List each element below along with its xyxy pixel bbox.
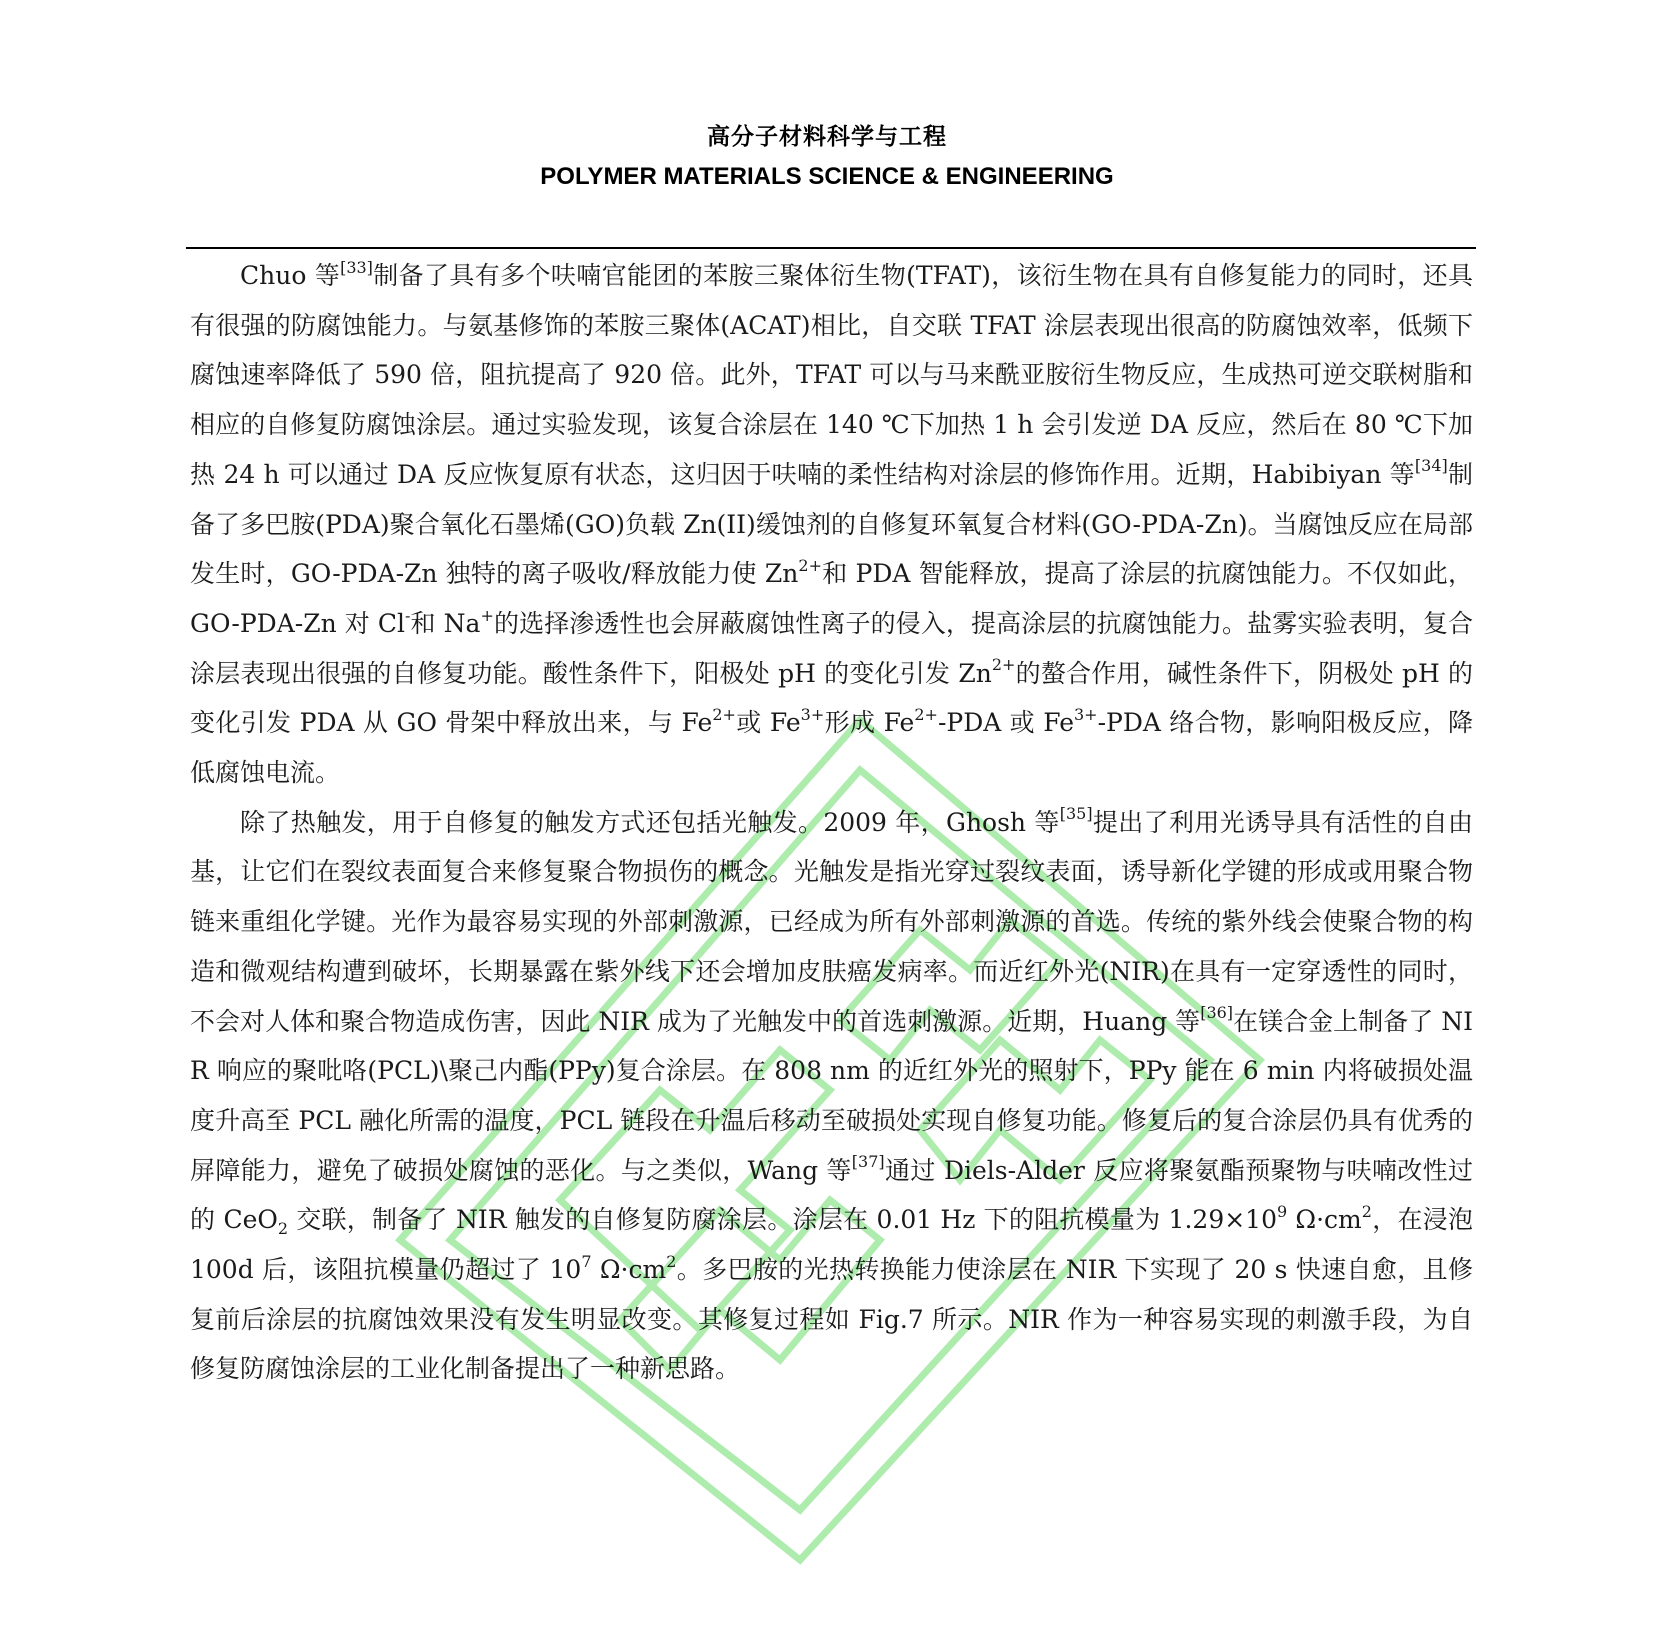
superscript-charge: -: [405, 605, 411, 625]
text-run: -PDA 或 Fe: [937, 708, 1074, 738]
text-run: 形成 Fe: [824, 708, 915, 738]
text-run: 除了热触发，用于自修复的触发方式还包括光触发。2009 年，Ghosh 等: [240, 807, 1060, 837]
text-run: -PDA 络合物，影响阳极反应，降低腐蚀电流。: [190, 708, 1473, 788]
text-run: 。多巴胺的光热转换能力使涂层在 NIR 下实现了 20 s 快速自愈，且修复前后涂层的抗腐蚀效果没有发生明显改变。其修复过程如 Fig.7 所示。NIR 作为一种容易实现的刺激手段，为自修复防腐蚀涂层的工业化制备提出了一种新思路。: [190, 1255, 1473, 1384]
superscript-charge: 2+: [991, 655, 1016, 675]
superscript-charge: 2+: [798, 555, 822, 575]
paragraph-self-healing-thermal: [190, 251, 1473, 798]
citation-33: [33]: [340, 257, 373, 277]
citation-34: [34]: [1414, 456, 1448, 476]
paragraph-self-healing-light: [190, 798, 1473, 1394]
text-run: 提出了利用光诱导具有活性的自由基，让它们在裂纹表面复合来修复聚合物损伤的概念。光触发是指光穿过裂纹表面，诱导新化学键的形成或用聚合物链来重组化学键。光作为最容易实现的外部刺激源，已经成为所有外部刺激源的首选。传统的紫外线会使聚合物的构造和微观结构遭到破坏，长期暴露在紫外线下还会增加皮肤癌发病率。而近红外光(NIR)在具有一定穿透性的同时，不会对人体和聚合物造成伤害，因此 NIR 成为了光触发中的首选刺激源。近期，Huang 等: [190, 807, 1473, 1036]
header-rule: [186, 247, 1476, 249]
text-run: 和 Na: [410, 608, 481, 638]
superscript-charge: 3+: [1074, 705, 1098, 724]
text-run: 或 Fe: [735, 708, 801, 738]
superscript-charge: 2+: [712, 705, 736, 724]
journal-title-english: POLYMER MATERIALS SCIENCE & ENGINEERING: [540, 163, 1114, 190]
journal-title-chinese: 高分子材料科学与工程: [707, 124, 947, 150]
citation-35: [35]: [1059, 804, 1093, 824]
text-run: 在镁合金上制备了 NIR 响应的聚吡咯(PCL)\聚己内酯(PPy)复合涂层。在 808 nm 的近红外光的照射下，PPy 能在 6 min 内将破损处温度升高至 PCL 融化所需的温度，PCL 链段在升温后移动至破损处实现自修复功能。修复后的复合涂层仍具有优秀的屏障能力，避免了破损处腐蚀的恶化。与之类似，Wang 等: [190, 1006, 1473, 1185]
superscript-exponent: 9: [1276, 1202, 1288, 1222]
superscript-exponent: 2: [1361, 1202, 1372, 1222]
text-run: 和 PDA 智能释放，提高了涂层的抗腐蚀能力。不仅如此，GO-PDA-Zn 对 Cl: [190, 559, 1473, 638]
text-run: 制备了多巴胺(PDA)聚合氧化石墨烯(GO)负载 Zn(II)缓蚀剂的自修复环氧复合材料(GO-PDA-Zn)。当腐蚀反应在局部发生时，GO-PDA-Zn 独特的离子吸收/释放能力使 Zn: [190, 459, 1473, 589]
superscript-charge: +: [480, 605, 494, 625]
superscript-charge: 2+: [914, 705, 938, 724]
superscript-exponent: 2: [666, 1251, 677, 1271]
superscript-exponent: 7: [581, 1251, 592, 1271]
article-body: [190, 251, 1473, 1394]
citation-36: [36]: [1200, 1003, 1234, 1023]
superscript-charge: 3+: [800, 705, 825, 724]
text-run: ，在浸泡 100d 后，该阻抗模量仍超过了 10: [190, 1205, 1473, 1285]
citation-37: [37]: [851, 1152, 885, 1172]
text-run: 的选择渗透性也会屏蔽腐蚀性离子的侵入，提高涂层的抗腐蚀能力。盐雾实验表明，复合涂层表现出很强的自修复功能。酸性条件下，阳极处 pH 的变化引发 Zn: [190, 608, 1473, 688]
text-run: 通过 Diels-Alder 反应将聚氨酯预聚物与呋喃改性过的 CeO: [190, 1155, 1473, 1235]
text-run: Ω·cm: [591, 1255, 667, 1285]
text-run: 的螯合作用，碱性条件下，阴极处 pH 的变化引发 PDA 从 GO 骨架中释放出来，与 Fe: [190, 658, 1473, 738]
text-run: Ω·cm: [1287, 1205, 1362, 1235]
text-run: 制备了具有多个呋喃官能团的苯胺三聚体衍生物(TFAT)，该衍生物在具有自修复能力的同时，还具有很强的防腐蚀能力。与氨基修饰的苯胺三聚体(ACAT)相比，自交联 TFAT 涂层表现出很高的防腐蚀效率，低频下腐蚀速率降低了 590 倍，阻抗提高了 920 倍。此外，TFAT 可以与马来酰亚胺衍生物反应，生成热可逆交联树脂和相应的自修复防腐蚀涂层。通过实验发现，该复合涂层在 140 ℃下加热 1 h 会引发逆 DA 反应，然后在 80 ℃下加热 24 h 可以通过 DA 反应恢复原有状态，这归因于呋喃的柔性结构对涂层的修饰作用。近期，Habibiyan 等: [190, 261, 1473, 489]
text-run: Chuo 等: [240, 261, 341, 290]
subscript-2: 2: [277, 1219, 289, 1239]
text-run: 交联，制备了 NIR 触发的自修复防腐涂层。涂层在 0.01 Hz 下的阻抗模量为 1.29×10: [288, 1205, 1277, 1235]
